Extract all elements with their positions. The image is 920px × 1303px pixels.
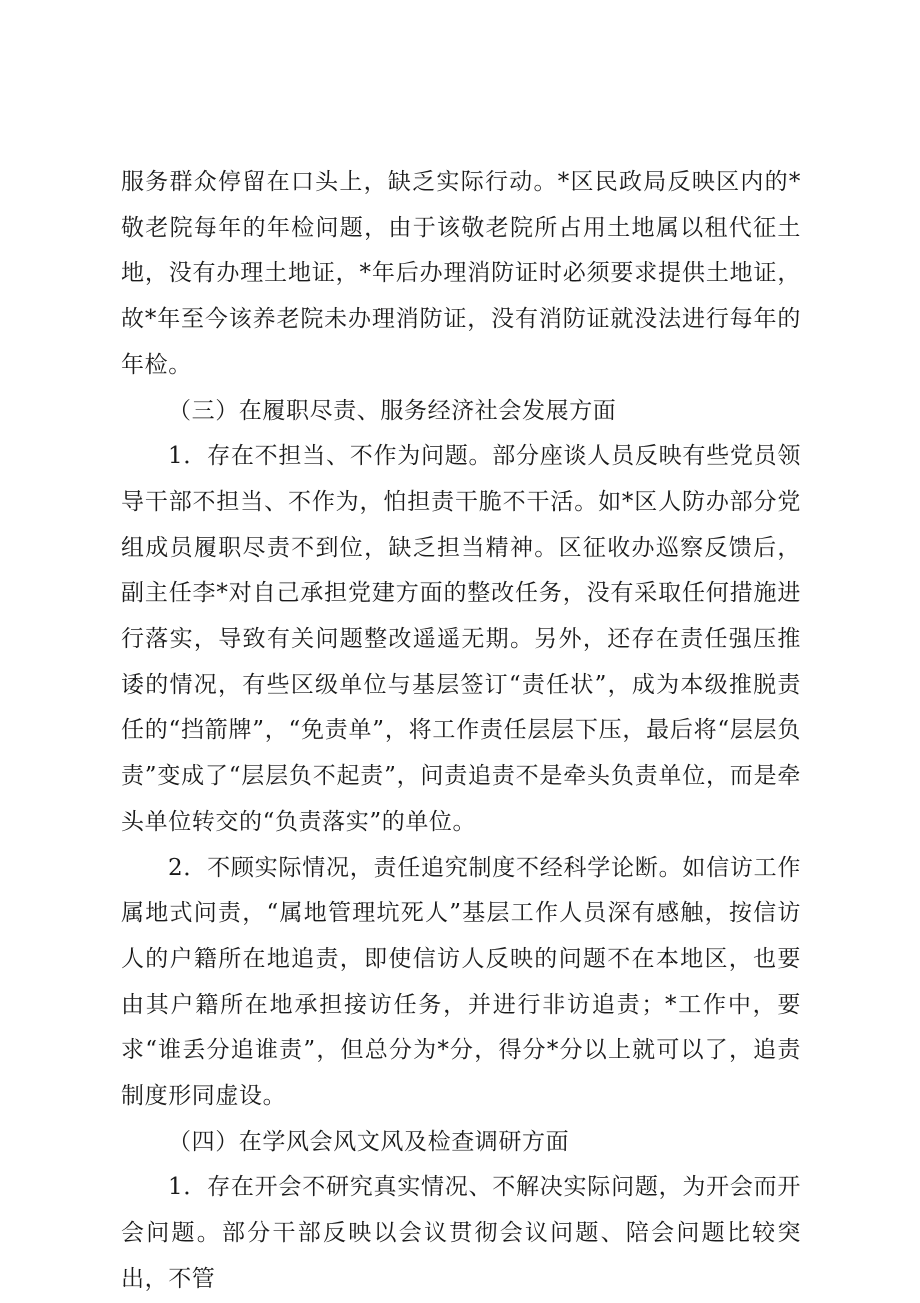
- paragraph-item-1-section-4: 1．存在开会不研究真实情况、不解决实际问题，为开会而开会问题。部分干部反映以会议贯彻会议问题、陪会问题比较突出，不管: [121, 1174, 801, 1292]
- paragraph-continuation: 服务群众停留在口头上，缺乏实际行动。*区民政局反映区内的*敬老院每年的年检问题，由于该敬老院所占用土地属以租代征土地，没有办理土地证，*年后办理消防证时必须要求提供土地证，故*年至今该养老院未办理消防证，没有消防证就没法进行每年的年检。: [121, 169, 801, 378]
- section-heading-3: （三）在履职尽责、服务经济社会发展方面: [168, 397, 617, 424]
- paragraph-item-1: 1．存在不担当、不作为问题。部分座谈人员反映有些党员领导干部不担当、不作为，怕担责干脆不干活。如*区人防办部分党组成员履职尽责不到位，缺乏担当精神。区征收办巡察反馈后，副主任李*对自己承担党建方面的整改任务，没有采取任何措施进行落实，导致有关问题整改遥遥无期。另外，还存在责任强压推诿的情况，有些区级单位与基层签订“责任状”，成为本级推脱责任的“挡箭牌”，“免责单”，将工作责任层层下压，最后将“层层负责”变成了“层层负不起责”，问责追责不是牵头负责单位，而是牵头单位转交的“负责落实”的单位。: [121, 443, 801, 835]
- section-heading-4: （四）在学风会风文风及检查调研方面: [168, 1128, 570, 1155]
- document-body: [121, 160, 801, 1303]
- paragraph-item-2: 2．不顾实际情况，责任追究制度不经科学论断。如信访工作属地式问责，“属地管理坑死人”基层工作人员深有感触，按信访人的户籍所在地追责，即使信访人反映的问题不在本地区，也要由其户籍所在地承担接访任务，并进行非访追责；*工作中，要求“谁丢分追谁责”，但总分为*分，得分*分以上就可以了，追责制度形同虚设。: [121, 854, 801, 1110]
